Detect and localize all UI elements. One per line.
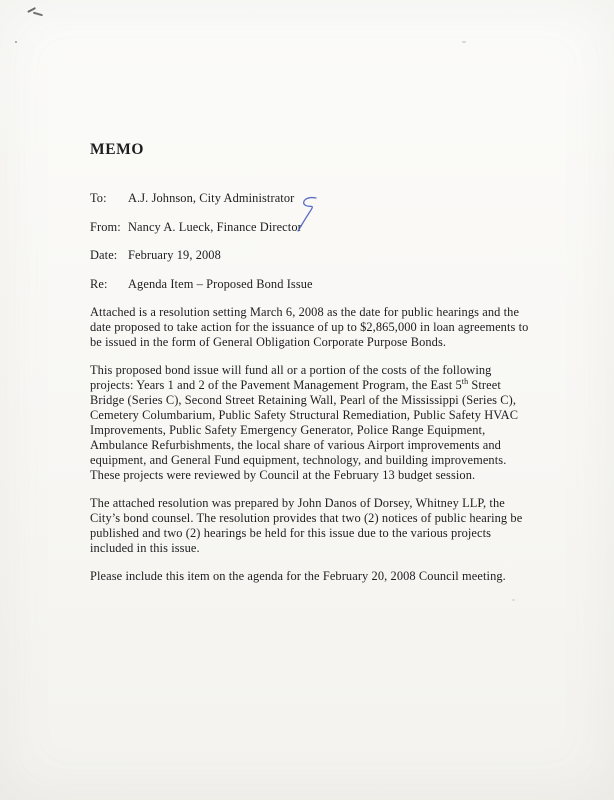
field-label-from: From: [90,219,121,234]
paragraph-agenda: Please include this item on the agenda for the February 20, 2008 Council meeting. [90,569,506,583]
memo-title: MEMO [90,141,145,158]
scan-artifact [15,41,17,43]
memo-paragraphs [90,305,534,584]
scan-artifact [462,41,466,43]
field-label-to: To: [90,191,107,205]
field-row-re [90,277,534,292]
scan-artifact [512,599,515,601]
field-row-from [90,220,534,235]
paragraph-projects-text-1: This proposed bond issue will fund all or a portion of the costs of the following projects: Years 1 and 2 of the Pavement Management Program, the East 5 [90,363,492,392]
field-label-date: Date: [90,248,118,262]
field-value-to: A.J. Johnson, City Administrator [128,191,295,205]
memo-body [90,142,534,597]
paragraph-projects-text-2: Street Bridge (Series C), Second Street Retaining Wall, Pearl of the Mississippi (Series C), Cemetery Columbarium, Public Safety Structural Remediation, Public Safety HVAC Improvements, Public Safety Emergency Generator, Police Range Equipment, Ambulance Refurbishments, the local share of various Airport improvements and equipment, and General Fund equipment, technology, and building improvements. These projects were reviewed by Council at the February 13 budget session. [90,378,519,482]
field-value-re: Agenda Item – Proposed Bond Issue [128,276,313,291]
field-value-date: February 19, 2008 [128,248,221,262]
paragraph-counsel: The attached resolution was prepared by John Danos of Dorsey, Whitney LLP, the City’s bond counsel. The resolution provides that two (2) notices of public hearing be published and two (2) hearings be held for this issue due to the various projects included in this issue. [90,496,523,555]
field-value-from: Nancy A. Lueck, Finance Director [128,219,302,234]
scan-artifact [33,12,43,16]
field-label-re: Re: [90,276,108,291]
field-row-date [90,248,534,263]
ordinal-superscript: th [461,376,469,386]
paragraph-resolution: Attached is a resolution setting March 6, 2008 as the date for public hearings and the date proposed to take action for the issuance of up to $2,865,000 in loan agreements to be issued in the form of General Obligation Corporate Purpose Bonds. [90,305,529,349]
field-row-to [90,191,534,206]
paragraph-projects [90,363,534,483]
